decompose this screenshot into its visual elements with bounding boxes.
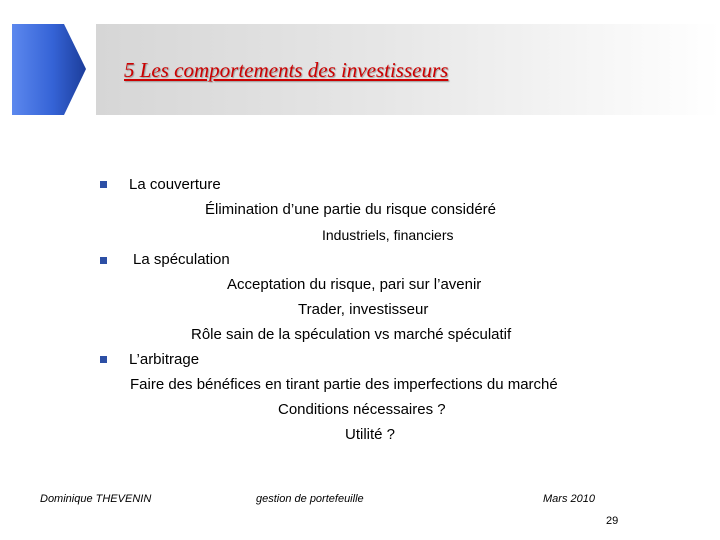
slide-title: 5 Les comportements des investisseurs: [124, 58, 449, 82]
bullet-icon: [100, 356, 107, 363]
page-number: 29: [606, 515, 619, 527]
section-heading-couverture: La couverture: [129, 176, 221, 193]
section-line: Utilité ?: [345, 426, 396, 443]
footer-course: gestion de portefeuille: [256, 493, 364, 505]
blue-arrow-icon: [12, 24, 86, 115]
section-line: Élimination d’une partie du risque considéré: [205, 201, 497, 218]
section-heading-speculation: La spéculation: [133, 251, 230, 268]
bullet-icon: [100, 181, 107, 188]
bullet-icon: [100, 257, 107, 264]
section-line: Conditions nécessaires ?: [278, 401, 446, 418]
footer-date: Mars 2010: [543, 493, 595, 505]
footer-author: Dominique THEVENIN: [40, 493, 152, 505]
section-line: Acceptation du risque, pari sur l’avenir: [227, 276, 482, 293]
section-heading-arbitrage: L’arbitrage: [129, 351, 200, 368]
section-line: Rôle sain de la spéculation vs marché spéculatif: [191, 326, 512, 343]
section-line: Faire des bénéfices en tirant partie des imperfections du marché: [130, 376, 558, 393]
section-line: Industriels, financiers: [322, 227, 454, 243]
section-line: Trader, investisseur: [298, 301, 429, 318]
